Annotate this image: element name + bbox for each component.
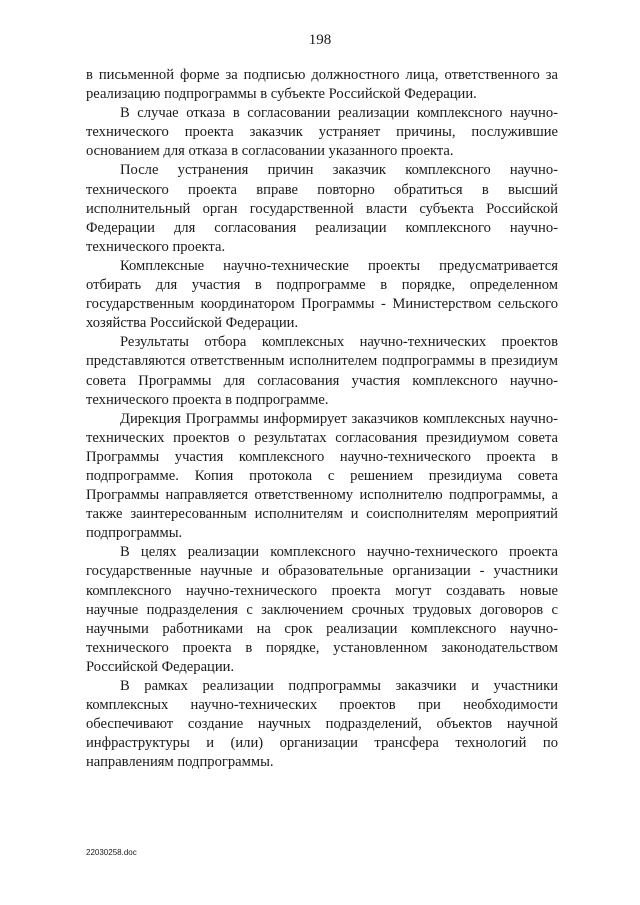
document-body [86, 66, 558, 772]
paragraph-5: Результаты отбора комплексных научно-технических проектов представляются ответственным исполнителем подпрограммы в президиум совета Программы для согласования участия комплексного научно-технического проекта в подпрограмме. [86, 334, 558, 408]
paragraph-4: Комплексные научно-технические проекты предусматривается отбирать для участия в подпрограмме в порядке, определенном государственным координатором Программы - Министерством сельского хозяйства Российской Федерации. [86, 257, 558, 332]
paragraph-1: в письменной форме за подписью должностного лица, ответственного за реализацию подпрограммы в субъекте Российской Федерации. [86, 67, 558, 103]
paragraph-3: После устранения причин заказчик комплексного научно-технического проекта вправе повторно обратиться в высший исполнительный орган государственной власти субъекта Российской Федерации для согласования реализации комплексного научно-технического проекта. [86, 162, 558, 255]
page-number: 198 [308, 32, 332, 48]
paragraph-8: В рамках реализации подпрограммы заказчики и участники комплексных научно-технических проектов при необходимости обеспечивают создание научных подразделений, объектов научной инфраструктуры и (или) организации трансфера технологий по направлениям подпрограммы. [86, 678, 558, 771]
paragraph-6: Дирекция Программы информирует заказчиков комплексных научно-технических проектов о результатах согласования президиумом совета Программы участия комплексного научно-технического проекта в подпрограмме. Копия протокола с решением президиума совета Программы направляется ответственному исполнителю подпрограммы, а также заинтересованным исполнителям и соисполнителям мероприятий подпрограммы. [86, 410, 558, 542]
paragraph-2: В случае отказа в согласовании реализации комплексного научно-технического проекта заказчик устраняет причины, послужившие основанием для отказа в согласовании указанного проекта. [86, 105, 558, 160]
paragraph-7: В целях реализации комплексного научно-технического проекта государственные научные и образовательные организации - участники комплексного научно-технического проекта могут создавать новые научные подразделения с заключением срочных трудовых договоров с научными работниками на срок реализации комплексного научно-технического проекта в порядке, установленном законодательством Российской Федерации. [86, 544, 558, 675]
document-filename: 22030258.doc [86, 848, 137, 857]
